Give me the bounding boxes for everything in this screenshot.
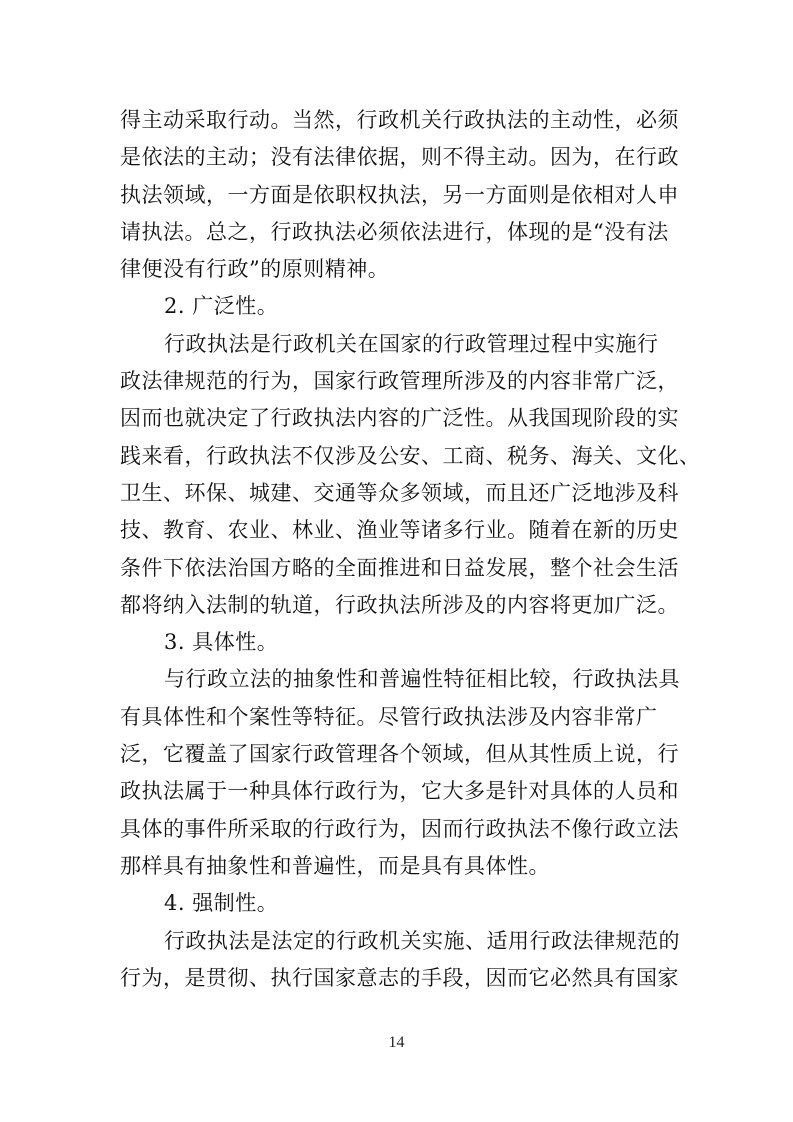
- text-line: 政法律规范的行为，国家行政管理所涉及的内容非常广泛，: [120, 369, 679, 394]
- text-line: 行为，是贯彻、执行国家意志的手段，因而它必然具有国家: [120, 965, 679, 990]
- body-text: [120, 102, 701, 997]
- text-line: 行政执法是法定的行政机关实施、适用行政法律规范的: [164, 928, 680, 953]
- text-line: 律便没有行政”的原则精神。: [120, 257, 390, 282]
- text-line: 与行政立法的抽象性和普遍性特征相比较，行政执法具: [164, 667, 680, 692]
- text-line: 技、教育、农业、林业、渔业等诸多行业。随着在新的历史: [120, 518, 679, 543]
- text-line: 泛，它覆盖了国家行政管理各个领域，但从其性质上说，行: [120, 742, 679, 767]
- section-heading: 2. 广泛性。: [164, 294, 279, 319]
- text-line: 执法领域，一方面是依职权执法，另一方面则是依相对人申: [120, 182, 679, 207]
- section-heading: 4. 强制性。: [164, 891, 279, 916]
- section-heading: 3. 具体性。: [164, 630, 279, 655]
- page-number: 14: [388, 1034, 405, 1051]
- text-line: 行政执法是行政机关在国家的行政管理过程中实施行: [164, 331, 659, 356]
- text-line: 条件下依法治国方略的全面推进和日益发展，整个社会生活: [120, 555, 679, 580]
- text-line: 卫生、环保、城建、交通等众多领域，而且还广泛地涉及科: [120, 480, 679, 505]
- text-line: 有具体性和个案性等特征。尽管行政执法涉及内容非常广: [120, 704, 658, 729]
- text-line: 具体的事件所采取的行政行为，因而行政执法不像行政立法: [120, 816, 679, 841]
- text-line: 政执法属于一种具体行政行为，它大多是针对具体的人员和: [120, 779, 679, 804]
- text-line: 是依法的主动；没有法律依据，则不得主动。因为，在行政: [120, 145, 679, 170]
- text-line: 践来看，行政执法不仅涉及公安、工商、税务、海关、文化、: [120, 443, 701, 468]
- text-line: 都将纳入法制的轨道，行政执法所涉及的内容将更加广泛。: [120, 592, 679, 617]
- text-line: 请执法。总之，行政执法必须依法进行，体现的是“没有法: [120, 219, 669, 244]
- text-line: 得主动采取行动。当然，行政机关行政执法的主动性，必须: [120, 108, 679, 132]
- text-line: 那样具有抽象性和普遍性，而是具有具体性。: [120, 853, 550, 878]
- text-line: 因而也就决定了行政执法内容的广泛性。从我国现阶段的实: [120, 406, 679, 431]
